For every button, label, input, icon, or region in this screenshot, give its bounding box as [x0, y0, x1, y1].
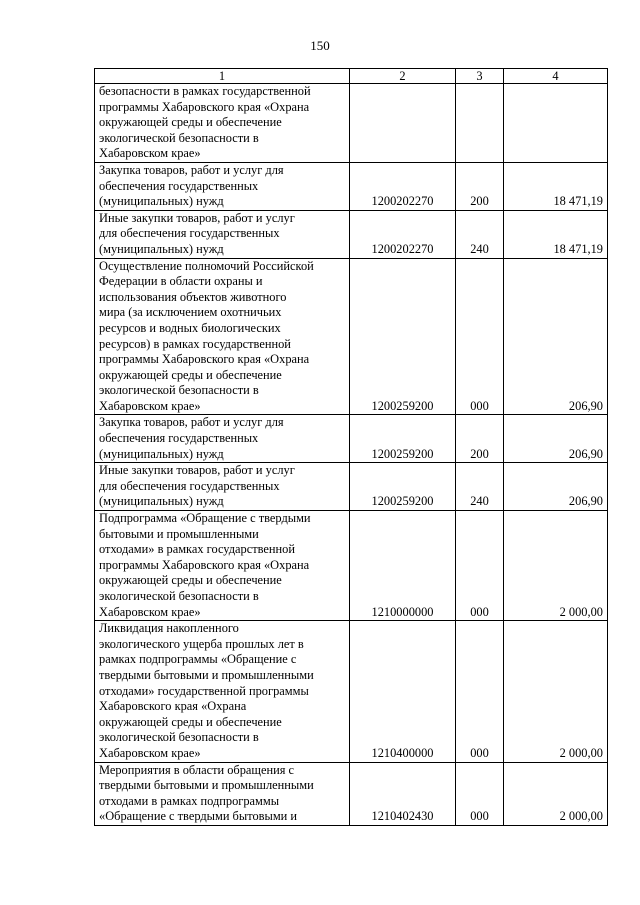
table-row [95, 258, 608, 415]
description-line: использования объектов животного [99, 289, 287, 304]
row-description [95, 621, 350, 762]
description-line: Хабаровского края «Охрана [99, 699, 247, 714]
description-line: окружающей среды и обеспечение [99, 115, 282, 130]
row-description [95, 210, 350, 258]
row-target-code: 1200259200 [350, 463, 456, 511]
description-line: «Обращение с твердыми бытовыми и [99, 809, 298, 824]
description-line: безопасности в рамках государственной [99, 84, 311, 98]
description-line: отходами» в рамках государственной [99, 542, 295, 557]
description-line: Хабаровском крае» [99, 398, 201, 413]
description-line: (муниципальных) нужд [99, 494, 224, 509]
description-line: Закупка товаров, работ и услуг для [99, 415, 284, 430]
row-amount: 18 471,19 [504, 210, 608, 258]
row-amount: 206,90 [504, 258, 608, 415]
row-description [95, 415, 350, 463]
row-target-code: 1200259200 [350, 258, 456, 415]
budget-table [94, 68, 608, 826]
page-number: 150 [310, 38, 330, 53]
row-target-code: 1200202270 [350, 162, 456, 210]
description-line: окружающей среды и обеспечение [99, 573, 282, 588]
table-row [95, 84, 608, 163]
row-amount [504, 84, 608, 163]
row-description [95, 762, 350, 825]
description-line: Хабаровском крае» [99, 745, 201, 760]
table-row [95, 762, 608, 825]
table-row [95, 621, 608, 762]
description-line: твердыми бытовыми и промышленными [99, 778, 314, 793]
description-line: программы Хабаровского края «Охрана [99, 99, 310, 114]
row-expense-type: 240 [456, 210, 504, 258]
row-target-code [350, 84, 456, 163]
description-line: отходами» государственной программы [99, 683, 309, 698]
description-line: Ликвидация накопленного [99, 621, 239, 636]
description-line: Иные закупки товаров, работ и услуг [99, 210, 295, 225]
table-header-row [95, 69, 608, 84]
description-line: для обеспечения государственных [99, 226, 280, 241]
description-line: Хабаровском крае» [99, 604, 201, 619]
table-row [95, 511, 608, 621]
description-line: для обеспечения государственных [99, 478, 280, 493]
row-target-code: 1210402430 [350, 762, 456, 825]
row-target-code: 1200202270 [350, 210, 456, 258]
header-col-1: 1 [95, 69, 350, 84]
row-target-code: 1200259200 [350, 415, 456, 463]
description-line: Хабаровском крае» [99, 146, 201, 161]
row-expense-type: 000 [456, 621, 504, 762]
row-description [95, 258, 350, 415]
description-line: программы Хабаровского края «Охрана [99, 352, 310, 367]
description-line: окружающей среды и обеспечение [99, 367, 282, 382]
table-row [95, 162, 608, 210]
description-line: Федерации в области охраны и [99, 274, 263, 289]
row-amount: 2 000,00 [504, 621, 608, 762]
description-line: твердыми бытовыми и промышленными [99, 667, 314, 682]
table-row [95, 415, 608, 463]
row-description [95, 463, 350, 511]
description-line: Осуществление полномочий Российской [99, 258, 314, 273]
description-line: Мероприятия в области обращения с [99, 762, 295, 777]
row-description [95, 162, 350, 210]
row-target-code: 1210400000 [350, 621, 456, 762]
row-amount: 2 000,00 [504, 762, 608, 825]
row-expense-type: 240 [456, 463, 504, 511]
description-line: Подпрограмма «Обращение с твердыми [99, 511, 311, 526]
description-line: экологической безопасности в [99, 130, 259, 145]
description-line: мира (за исключением охотничьих [99, 305, 282, 320]
description-line: (муниципальных) нужд [99, 446, 224, 461]
row-expense-type [456, 84, 504, 163]
description-line: Иные закупки товаров, работ и услуг [99, 463, 295, 478]
row-expense-type: 200 [456, 415, 504, 463]
description-line: отходами в рамках подпрограммы [99, 793, 280, 808]
header-col-2: 2 [350, 69, 456, 84]
description-line: Закупка товаров, работ и услуг для [99, 162, 284, 177]
table-row [95, 463, 608, 511]
description-line: бытовыми и промышленными [99, 526, 259, 541]
row-amount: 206,90 [504, 463, 608, 511]
description-line: программы Хабаровского края «Охрана [99, 557, 310, 572]
description-line: экологической безопасности в [99, 383, 259, 398]
row-expense-type: 000 [456, 762, 504, 825]
row-expense-type: 000 [456, 511, 504, 621]
row-expense-type: 000 [456, 258, 504, 415]
row-description [95, 511, 350, 621]
description-line: рамках подпрограммы «Обращение с [99, 652, 297, 667]
description-line: ресурсов) в рамках государственной [99, 336, 291, 351]
row-amount: 206,90 [504, 415, 608, 463]
description-line: ресурсов и водных биологических [99, 320, 281, 335]
row-amount: 2 000,00 [504, 511, 608, 621]
description-line: обеспечения государственных [99, 431, 259, 446]
table-row [95, 210, 608, 258]
description-line: обеспечения государственных [99, 178, 259, 193]
description-line: экологического ущерба прошлых лет в [99, 636, 304, 651]
description-line: экологической безопасности в [99, 730, 259, 745]
description-line: (муниципальных) нужд [99, 241, 224, 256]
row-description [95, 84, 350, 163]
header-col-3: 3 [456, 69, 504, 84]
header-col-4: 4 [504, 69, 608, 84]
row-target-code: 1210000000 [350, 511, 456, 621]
description-line: (муниципальных) нужд [99, 194, 224, 209]
description-line: окружающей среды и обеспечение [99, 714, 282, 729]
row-amount: 18 471,19 [504, 162, 608, 210]
row-expense-type: 200 [456, 162, 504, 210]
description-line: экологической безопасности в [99, 589, 259, 603]
